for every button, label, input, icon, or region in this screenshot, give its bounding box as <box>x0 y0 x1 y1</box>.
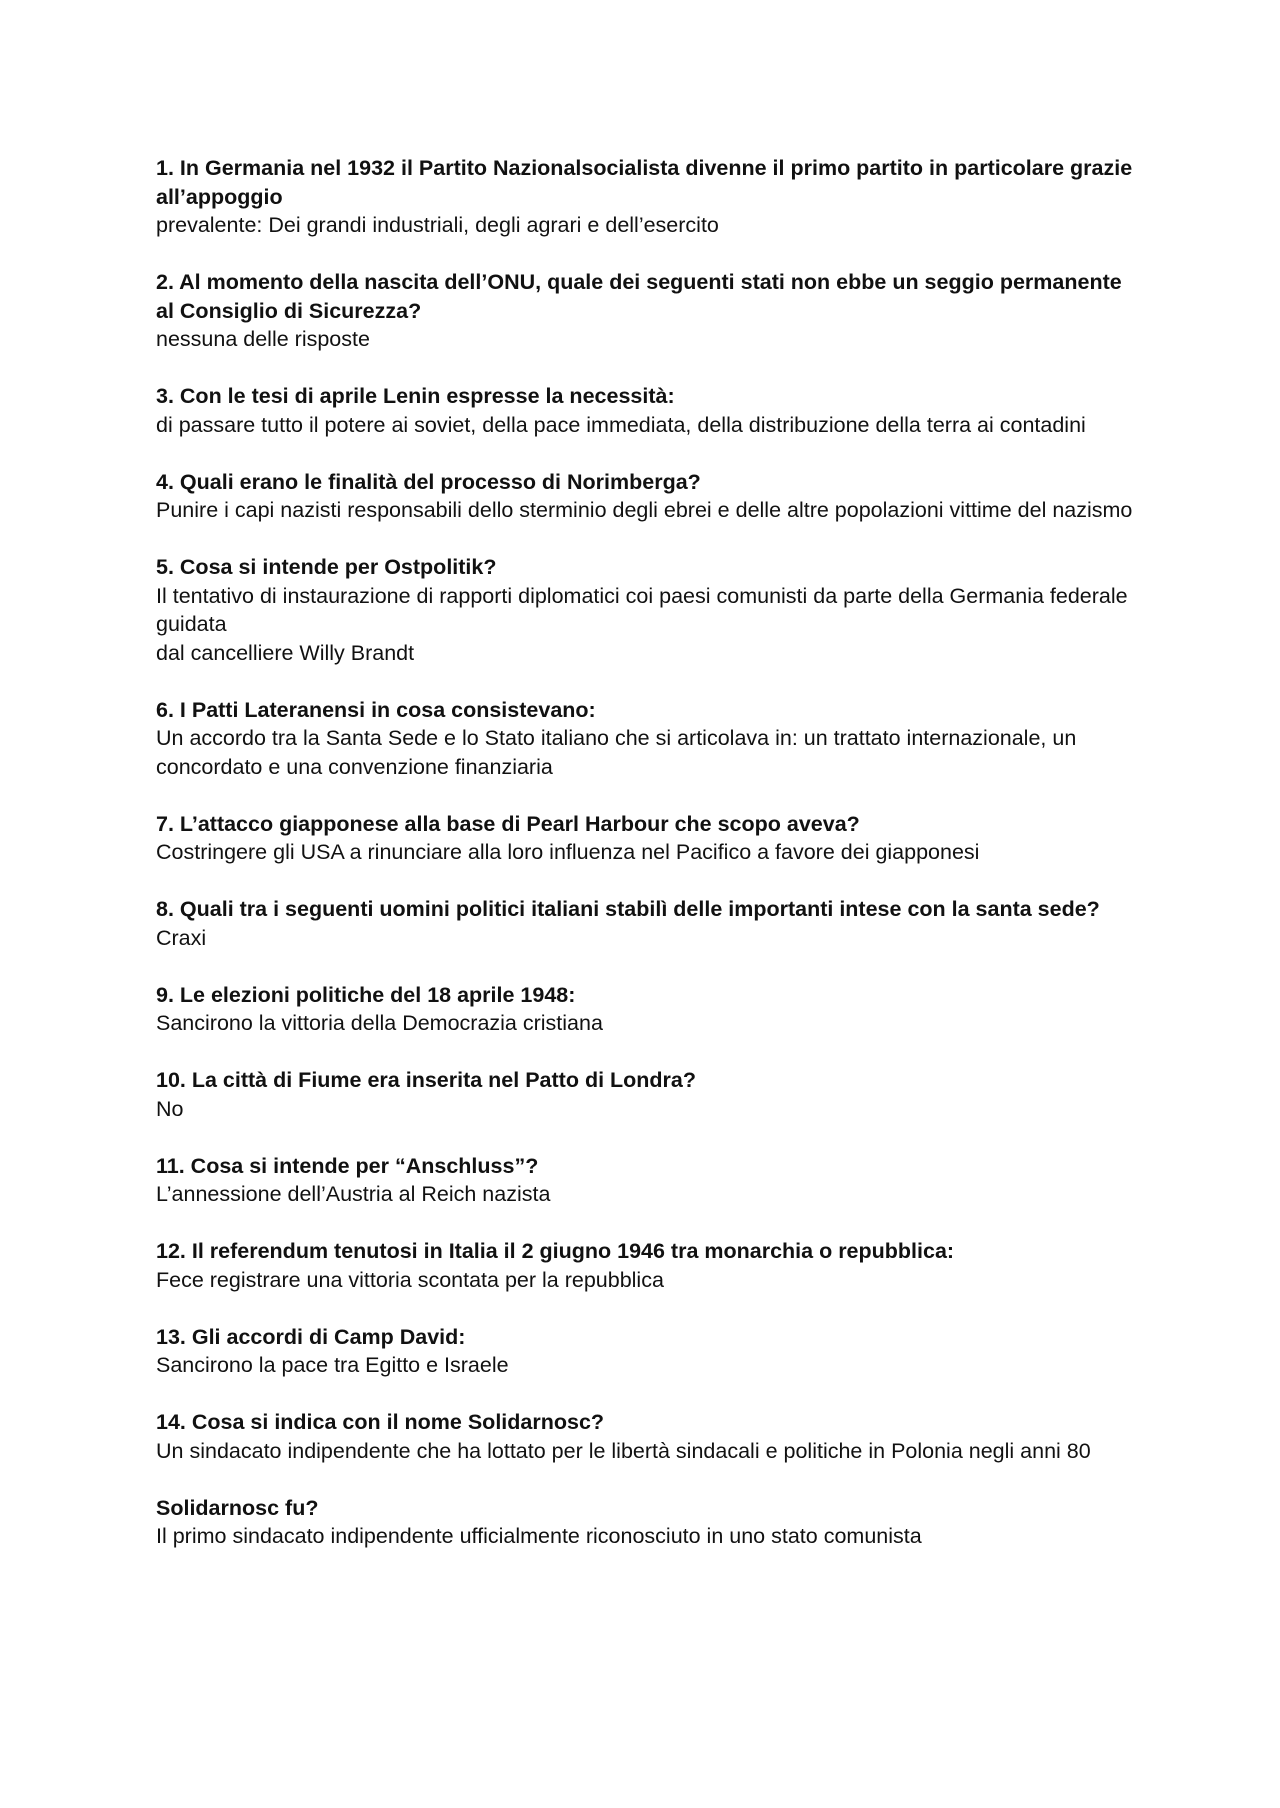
question-text: 11. Cosa si intende per “Anschluss”? <box>156 1153 539 1178</box>
answer-text <box>156 582 1136 668</box>
qa-item <box>156 1323 1136 1380</box>
answer-line: Punire i capi nazisti responsabili dello sterminio degli ebrei e delle altre popolazioni vittime del nazismo <box>156 498 1133 522</box>
question-text: 2. Al momento della nascita dell’ONU, quale dei seguenti stati non ebbe un seggio permanente al Consiglio di Sicurezza? <box>156 270 1122 323</box>
answer-text <box>156 838 1136 867</box>
answer-text <box>156 924 1136 953</box>
question-text: 13. Gli accordi di Camp David: <box>156 1324 466 1349</box>
question-text: 4. Quali erano le finalità del processo di Norimberga? <box>156 469 701 494</box>
document-body <box>156 154 1136 1579</box>
answer-text <box>156 724 1136 781</box>
answer-line: Costringere gli USA a rinunciare alla loro influenza nel Pacifico a favore dei giapponesi <box>156 840 980 864</box>
question-text: 6. I Patti Lateranensi in cosa consistevano: <box>156 697 596 722</box>
question-text: 1. In Germania nel 1932 il Partito Nazionalsocialista divenne il primo partito in particolare grazie all’appoggio <box>156 156 1133 209</box>
question-text: 12. Il referendum tenutosi in Italia il 2 giugno 1946 tra monarchia o repubblica: <box>156 1239 955 1263</box>
answer-text <box>156 325 1136 354</box>
question-text: 7. L’attacco giapponese alla base di Pearl Harbour che scopo aveva? <box>156 811 860 836</box>
answer-text <box>156 1180 1136 1209</box>
qa-item <box>156 1408 1136 1465</box>
answer-text <box>156 211 1136 240</box>
answer-text <box>156 1009 1136 1038</box>
answer-line: Un sindacato indipendente che ha lottato per le libertà sindacali e politiche in Polonia negli anni 80 <box>156 1438 1091 1463</box>
qa-item <box>156 696 1136 782</box>
question-text: 3. Con le tesi di aprile Lenin espresse la necessità: <box>156 384 675 408</box>
answer-line: Il tentativo di instaurazione di rapporti diplomatici coi paesi comunisti da parte della Germania federale guidata <box>156 583 1128 636</box>
qa-item <box>156 553 1136 667</box>
qa-item <box>156 268 1136 354</box>
answer-text <box>156 496 1136 525</box>
answer-line: Fece registrare una vittoria scontata per la repubblica <box>156 1267 664 1292</box>
answer-line: prevalente: Dei grandi industriali, degli agrari e dell’esercito <box>156 213 719 237</box>
qa-item <box>156 1494 1136 1551</box>
answer-text <box>156 1266 1136 1295</box>
answer-text <box>156 1437 1136 1466</box>
qa-item <box>156 981 1136 1038</box>
question-text: 9. Le elezioni politiche del 18 aprile 1948: <box>156 982 576 1007</box>
answer-text <box>156 1351 1136 1380</box>
answer-line: No <box>156 1096 184 1121</box>
question-text: 14. Cosa si indica con il nome Solidarnosc? <box>156 1410 605 1434</box>
qa-item <box>156 1066 1136 1123</box>
question-text: 10. La città di Fiume era inserita nel Patto di Londra? <box>156 1068 697 1092</box>
answer-text <box>156 411 1136 440</box>
question-text: 5. Cosa si intende per Ostpolitik? <box>156 555 497 579</box>
qa-item <box>156 895 1136 952</box>
qa-item <box>156 1152 1136 1209</box>
answer-line: di passare tutto il potere ai soviet, della pace immediata, della distribuzione della terra ai contadini <box>156 412 1086 437</box>
answer-line: Craxi <box>156 925 207 950</box>
qa-item <box>156 468 1136 525</box>
answer-line: Il primo sindacato indipendente ufficialmente riconosciuto in uno stato comunista <box>156 1524 922 1548</box>
answer-line: Un accordo tra la Santa Sede e lo Stato italiano che si articolava in: un trattato internazionale, un concordato e una convenzione finanziaria <box>156 726 1077 779</box>
answer-line: L’annessione dell’Austria al Reich nazista <box>156 1182 551 1206</box>
question-text: Solidarnosc fu? <box>156 1495 319 1520</box>
qa-item <box>156 810 1136 867</box>
answer-text <box>156 1095 1136 1124</box>
answer-text <box>156 1522 1136 1551</box>
qa-item <box>156 382 1136 439</box>
qa-item <box>156 154 1136 240</box>
answer-line: Sancirono la pace tra Egitto e Israele <box>156 1353 509 1377</box>
question-text: 8. Quali tra i seguenti uomini politici italiani stabilì delle importanti intese con la santa sede? <box>156 897 1100 921</box>
answer-line: dal cancelliere Willy Brandt <box>156 640 415 665</box>
answer-line: Sancirono la vittoria della Democrazia cristiana <box>156 1011 603 1035</box>
answer-line: nessuna delle risposte <box>156 327 370 351</box>
qa-item <box>156 1237 1136 1294</box>
